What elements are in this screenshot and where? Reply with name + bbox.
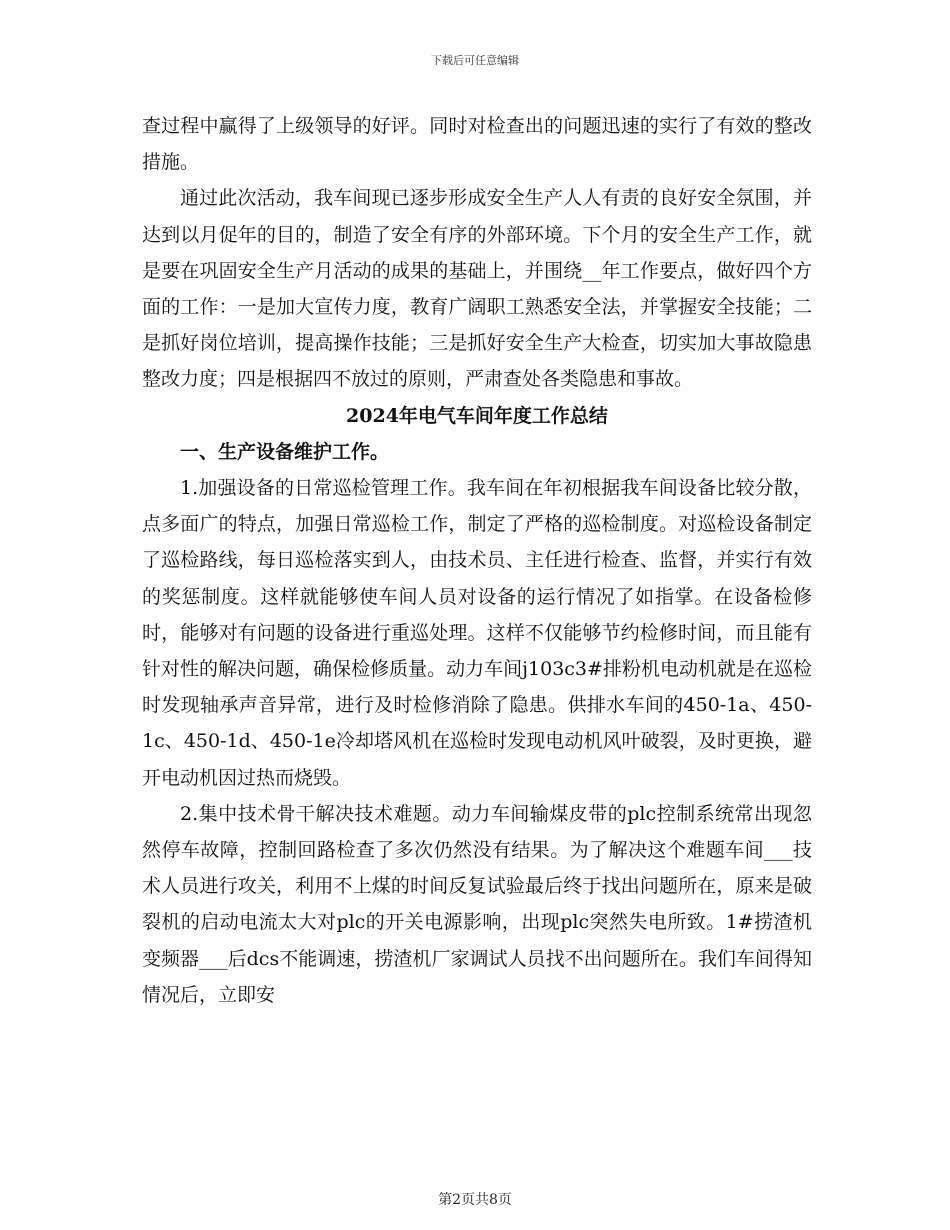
document-body	[142, 108, 812, 1013]
document-title: 2024年电气车间年度工作总结	[346, 404, 608, 427]
paragraph-2: 通过此次活动，我车间现已逐步形成安全生产人人有责的良好安全氛围，并达到以月促年的目的，制造了安全有序的外部环境。下个月的安全生产工作，就是要在巩固安全生产月活动的成果的基础上，并围绕__年工作要点，做好四个方面的工作：一是加大宣传力度，教育广阔职工熟悉安全法，并掌握安全技能；二是抓好岗位培训，提高操作技能；三是抓好安全生产大检查，切实加大事故隐患整改力度；四是根据四不放过的原则，严肃查处各类隐患和事故。	[142, 187, 812, 391]
page-header-note: 下载后可任意编辑	[431, 54, 519, 67]
paragraph-4: 2.集中技术骨干解决技术难题。动力车间输煤皮带的plc控制系统常出现忽然停车故障，控制回路检查了多次仍然没有结果。为了解决这个难题车间___技术人员进行攻关，利用不上煤的时间反复试验最后终于找出问题所在，原来是破裂机的启动电流太大对plc的开关电源影响，出现plc突然失电所致。1#捞渣机变频器___后dcs不能调速，捞渣机厂家调试人员找不出问题所在。我们车间得知情况后，立即安	[142, 802, 812, 1006]
paragraph-3: 1.加强设备的日常巡检管理工作。我车间在年初根据我车间设备比较分散，点多面广的特点，加强日常巡检工作，制定了严格的巡检制度。对巡检设备制定了巡检路线，每日巡检落实到人，由技术员、主任进行检查、监督，并实行有效的奖惩制度。这样就能够使车间人员对设备的运行情况了如指掌。在设备检修时，能够对有问题的设备进行重巡处理。这样不仅能够节约检修时间，而且能有针对性的解决问题，确保检修质量。动力车间j103c3#排粉机电动机就是在巡检时发现轴承声音异常，进行及时检修消除了隐患。供排水车间的450-1a、450-1c、450-1d、450-1e冷却塔风机在巡检时发现电动机风叶破裂，及时更换，避开电动机因过热而烧毁。	[142, 477, 812, 789]
section-heading-1: 一、生产设备维护工作。	[180, 440, 390, 463]
paragraph-1: 查过程中赢得了上级领导的好评。同时对检查出的问题迅速的实行了有效的整改措施。	[142, 115, 812, 174]
page-number: 第2页共8页	[438, 1192, 512, 1208]
